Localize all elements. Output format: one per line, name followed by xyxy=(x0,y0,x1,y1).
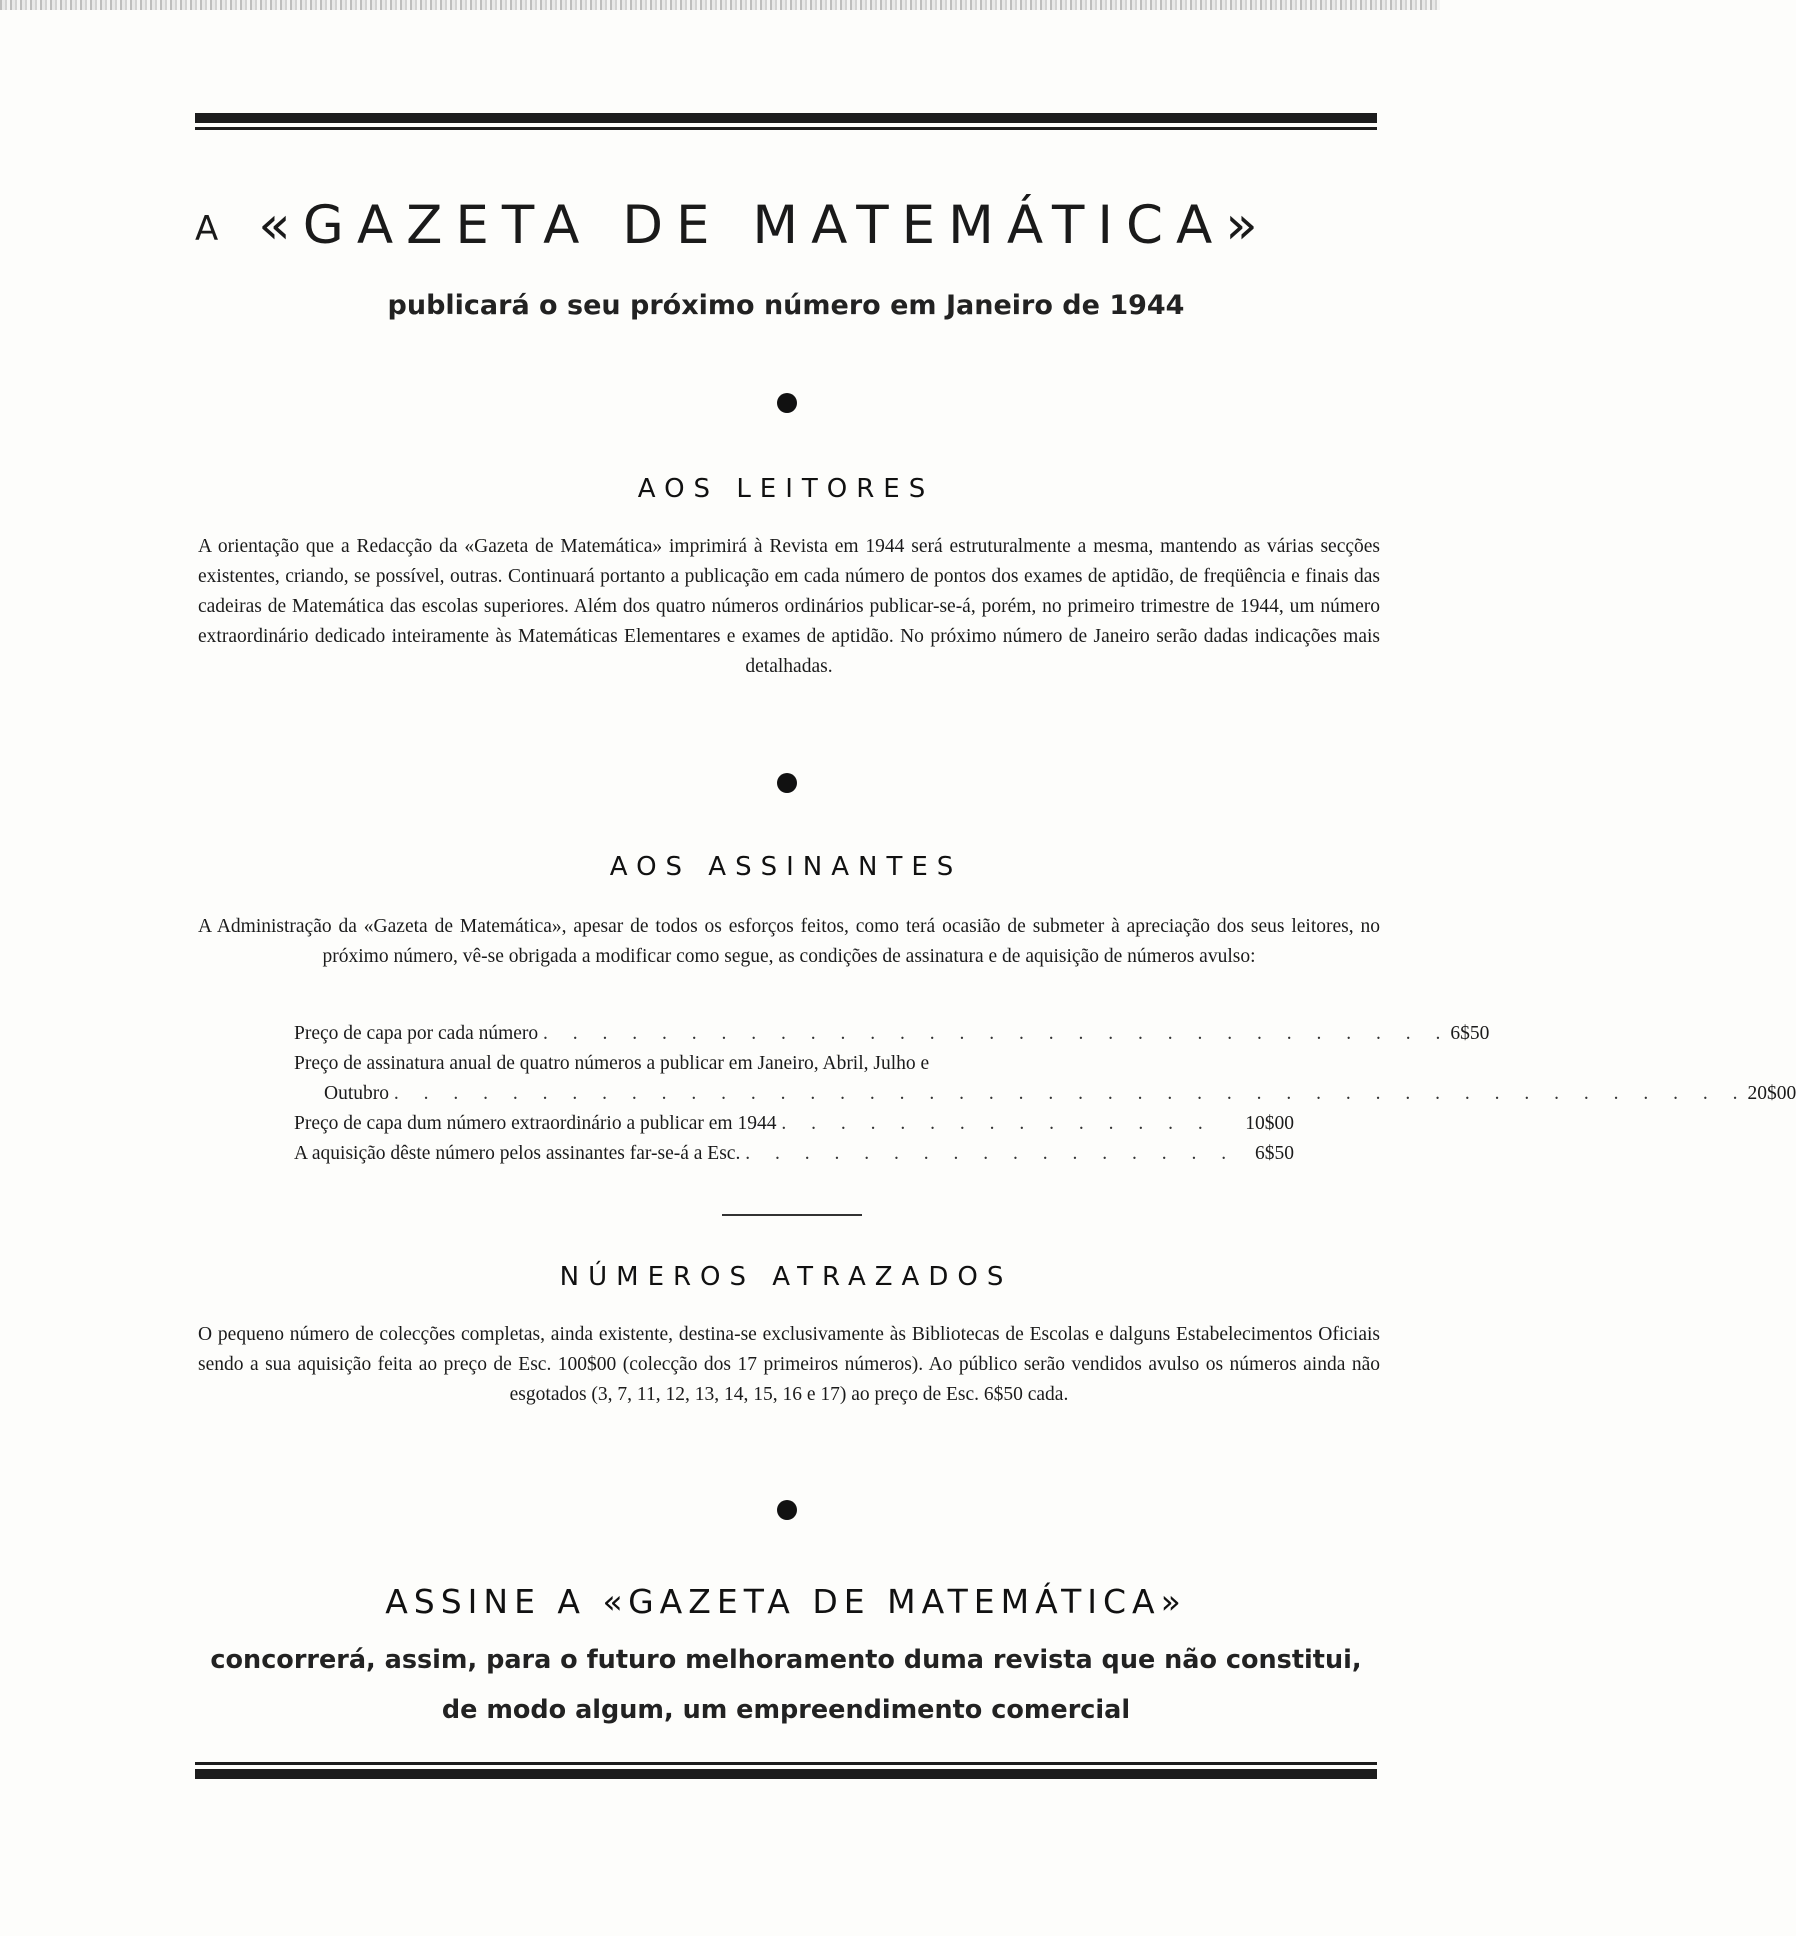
price-row xyxy=(294,1109,1294,1139)
bullet-separator xyxy=(777,773,797,793)
top-double-rule xyxy=(195,113,1377,130)
section-heading-assinantes: AOS ASSINANTES xyxy=(609,852,963,882)
main-title-prefix: A xyxy=(195,209,219,249)
price-label: Preço de assinatura anual de quatro números a publicar em Janeiro, Abril, Julho e xyxy=(294,1053,930,1074)
price-value: 10$00 xyxy=(1245,1113,1294,1134)
leader-dots: . . . . . . . . . . . . . . . . . . . . . . . . . . . . . . . xyxy=(543,1023,1451,1044)
bullet-separator xyxy=(777,1500,797,1520)
paragraph-atrazados: O pequeno número de colecções completas, ainda existente, destina-se exclusivamente às Bibliotecas de Escolas e dalguns Estabelecimentos Oficiais sendo a sua aquisição feita ao preço de Esc. 100$00 (colecção dos 17 primeiros números). Ao público serão vendidos avulso os números ainda não esgotados (3, 7, 11, 12, 13, 14, 15, 16 e 17) ao preço de Esc. 6$50 cada. xyxy=(198,1324,1380,1405)
price-row xyxy=(294,1079,1796,1109)
price-row xyxy=(294,1049,1294,1079)
bullet-separator xyxy=(777,393,797,413)
price-label: A aquisição dêste número pelos assinantes far-se-á a Esc. xyxy=(294,1143,741,1164)
scan-edge-noise xyxy=(0,0,1440,10)
main-title xyxy=(195,195,1377,256)
price-row xyxy=(294,1019,1490,1049)
price-label: Outubro xyxy=(324,1083,389,1104)
bottom-double-rule xyxy=(195,1762,1377,1779)
subtitle: publicará o seu próximo número em Janeiro de 1944 xyxy=(387,290,1185,321)
price-row xyxy=(294,1139,1294,1169)
price-value: 20$00 xyxy=(1747,1083,1796,1104)
section-heading-leitores: AOS LEITORES xyxy=(637,474,935,504)
leader-dots: . . . . . . . . . . . . . . . . . . . . . . . . . . . . . . . . . . . . . . . . . . . . . . xyxy=(393,1083,1748,1104)
paragraph-assinantes: A Administração da «Gazeta de Matemática», apesar de todos os esforços feitos, como terá ocasião de submeter à apreciação dos seus leitores, no próximo número, vê-se obrigada a modificar como segue, as condições de assinatura e de aquisição de números avulso: xyxy=(198,916,1380,967)
price-value: 6$50 xyxy=(1450,1023,1490,1044)
main-title-text: «GAZETA DE MATEMÁTICA» xyxy=(258,195,1271,256)
price-label: Preço de capa por cada número xyxy=(294,1023,539,1044)
closing-title: ASSINE A «GAZETA DE MATEMÁTICA» xyxy=(385,1582,1187,1621)
price-value: 6$50 xyxy=(1255,1143,1294,1164)
price-list xyxy=(294,1019,1796,1169)
short-divider xyxy=(722,1214,862,1216)
closing-line: de modo algum, um empreendimento comercial xyxy=(441,1695,1131,1725)
closing-line: concorrerá, assim, para o futuro melhoramento duma revista que não constitui, xyxy=(210,1645,1362,1675)
leader-dots: . . . . . . . . . . . . . . . xyxy=(781,1113,1213,1134)
leader-dots: . . . . . . . . . . . . . . . . . xyxy=(745,1143,1237,1164)
paragraph-leitores: A orientação que a Redacção da «Gazeta de Matemática» imprimirá à Revista em 1944 será estruturalmente a mesma, mantendo as várias secções existentes, criando, se possível, outras. Continuará portanto a publicação em cada número de pontos dos exames de aptidão, de freqüência e finais das cadeiras de Matemática das escolas superiores. Além dos quatro números ordinários publicar-se-á, porém, no primeiro trimestre de 1944, um número extraordinário dedicado inteiramente às Matemáticas Elementares e exames de aptidão. No próximo número de Janeiro serão dadas indicações mais detalhadas. xyxy=(198,536,1380,677)
price-label: Preço de capa dum número extraordinário a publicar em 1944 xyxy=(294,1113,777,1134)
section-heading-atrazados: NÚMEROS ATRAZADOS xyxy=(559,1262,1013,1292)
